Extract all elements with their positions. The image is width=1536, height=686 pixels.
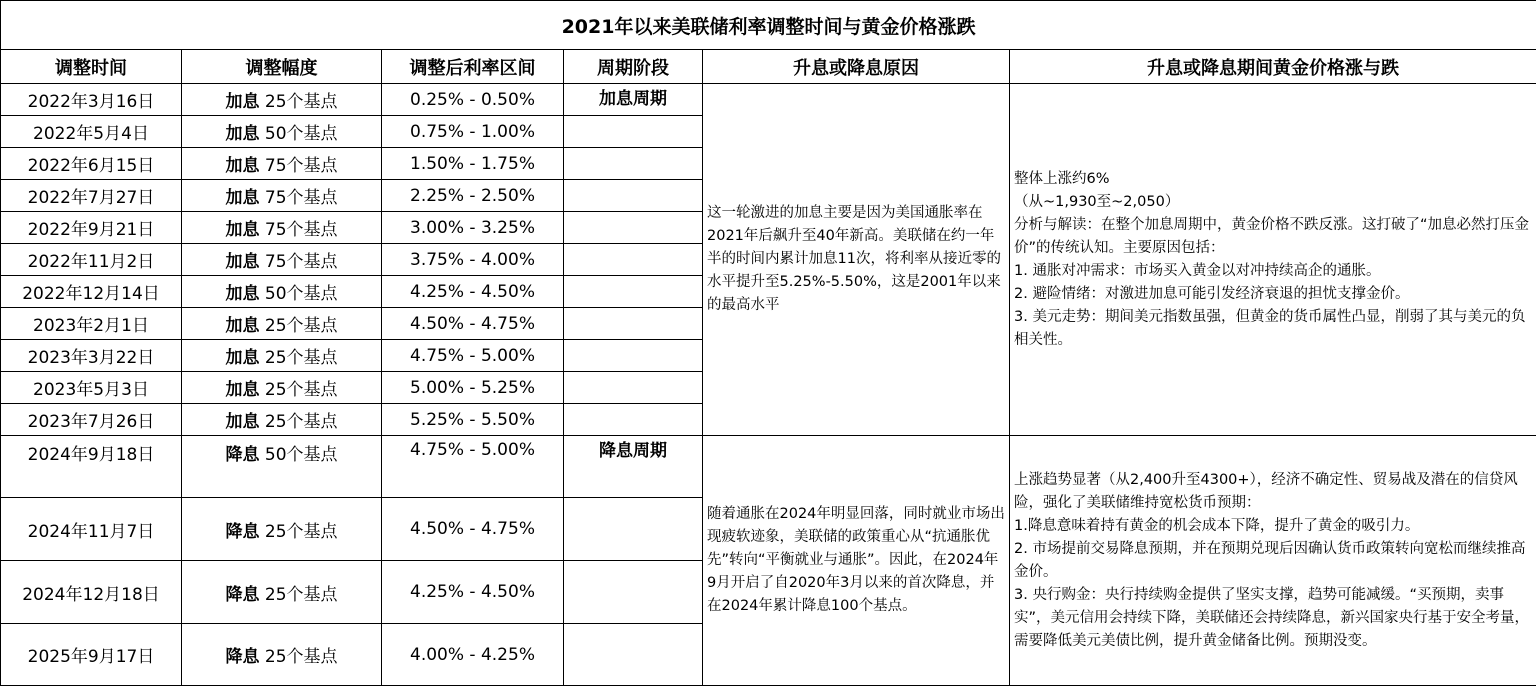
row-amount xyxy=(182,148,382,180)
row-amount xyxy=(182,561,382,624)
row-date: 2022年6月15日 xyxy=(1,148,182,180)
row-amount xyxy=(182,404,382,436)
header-phase: 周期阶段 xyxy=(564,50,703,84)
table-row xyxy=(1,436,1536,498)
row-bps: 25个基点 xyxy=(265,316,338,336)
row-bps: 25个基点 xyxy=(265,412,338,432)
impact-cut-line: 1.降息意味着持有黄金的机会成本下降，提升了黄金的吸引力。 xyxy=(1014,515,1532,538)
phase-empty-cell xyxy=(564,212,703,244)
row-date: 2022年7月27日 xyxy=(1,180,182,212)
impact-hike-line: （从~1,930至~2,050） xyxy=(1014,191,1532,214)
row-amount xyxy=(182,498,382,561)
row-range: 4.50% - 4.75% xyxy=(382,498,564,561)
impact-hike-line: 2. 避险情绪：对激进加息可能引发经济衰退的担忧支撑金价。 xyxy=(1014,283,1532,306)
row-date: 2022年9月21日 xyxy=(1,212,182,244)
reason-hike-text: 这一轮激进的加息主要是因为美国通胀率在2021年后飙升至40年新高。美联储在约一年半的时间内累计加息11次，将利率从接近零的水平提升至5.25%-5.50%，这是2001年以来的最高水平 xyxy=(707,202,1005,317)
row-action: 加息 xyxy=(225,92,259,112)
row-amount xyxy=(182,84,382,116)
header-date: 调整时间 xyxy=(1,50,182,84)
row-range: 4.75% - 5.00% xyxy=(382,340,564,372)
row-bps: 50个基点 xyxy=(265,445,338,465)
row-action: 加息 xyxy=(225,156,259,176)
phase-empty-cell xyxy=(564,148,703,180)
reason-hike xyxy=(703,84,1010,436)
row-range: 4.00% - 4.25% xyxy=(382,624,564,686)
row-action: 加息 xyxy=(225,188,259,208)
impact-hike-line: 3. 美元走势：期间美元指数虽强，但黄金的货币属性凸显，削弱了其与美元的负相关性。 xyxy=(1014,306,1532,352)
row-date: 2023年7月26日 xyxy=(1,404,182,436)
row-bps: 50个基点 xyxy=(265,124,338,144)
row-action: 降息 xyxy=(225,445,259,465)
row-amount xyxy=(182,372,382,404)
row-range: 5.25% - 5.50% xyxy=(382,404,564,436)
row-date: 2023年5月3日 xyxy=(1,372,182,404)
impact-hike-line: 1. 通胀对冲需求：市场买入黄金以对冲持续高企的通胀。 xyxy=(1014,260,1532,283)
phase-hike: 加息周期 xyxy=(564,84,703,116)
impact-cut-line: 上涨趋势显著（从2,400升至4300+），经济不确定性、贸易战及潜在的信贷风险，强化了美联储维持宽松货币预期： xyxy=(1014,469,1532,515)
row-date: 2022年3月16日 xyxy=(1,84,182,116)
row-amount xyxy=(182,340,382,372)
row-date: 2024年9月18日 xyxy=(1,436,182,498)
row-bps: 25个基点 xyxy=(265,92,338,112)
row-date: 2024年11月7日 xyxy=(1,498,182,561)
row-amount xyxy=(182,116,382,148)
row-amount xyxy=(182,436,382,498)
row-action: 加息 xyxy=(225,348,259,368)
row-date: 2024年12月18日 xyxy=(1,561,182,624)
row-date: 2023年3月22日 xyxy=(1,340,182,372)
impact-hike-line: 整体上涨约6% xyxy=(1014,168,1532,191)
row-bps: 75个基点 xyxy=(265,220,338,240)
phase-empty-cell xyxy=(564,116,703,148)
row-bps: 75个基点 xyxy=(265,156,338,176)
row-action: 加息 xyxy=(225,316,259,336)
row-amount xyxy=(182,180,382,212)
row-date: 2025年9月17日 xyxy=(1,624,182,686)
row-amount xyxy=(182,308,382,340)
phase-empty-cell xyxy=(564,244,703,276)
phase-empty-cell xyxy=(564,404,703,436)
impact-hike-line: 分析与解读：在整个加息周期中，黄金价格不跌反涨。这打破了“加息必然打压金价”的传统认知。主要原因包括： xyxy=(1014,214,1532,260)
row-amount xyxy=(182,244,382,276)
table-row xyxy=(1,84,1536,116)
row-action: 加息 xyxy=(225,284,259,304)
row-bps: 25个基点 xyxy=(265,585,338,605)
header-gold-impact: 升息或降息期间黄金价格涨与跌 xyxy=(1010,50,1536,84)
row-date: 2023年2月1日 xyxy=(1,308,182,340)
row-date: 2022年12月14日 xyxy=(1,276,182,308)
header-row xyxy=(1,50,1536,84)
row-bps: 75个基点 xyxy=(265,252,338,272)
header-range: 调整后利率区间 xyxy=(382,50,564,84)
row-range: 4.25% - 4.50% xyxy=(382,561,564,624)
row-range: 4.25% - 4.50% xyxy=(382,276,564,308)
reason-cut xyxy=(703,436,1010,686)
row-action: 加息 xyxy=(225,124,259,144)
table-title: 2021年以来美联储利率调整时间与黄金价格涨跌 xyxy=(1,1,1536,50)
row-bps: 25个基点 xyxy=(265,522,338,542)
row-bps: 25个基点 xyxy=(265,380,338,400)
row-range: 2.25% - 2.50% xyxy=(382,180,564,212)
phase-empty-cell xyxy=(564,340,703,372)
impact-cut-line: 2. 市场提前交易降息预期，并在预期兑现后因确认货币政策转向宽松而继续推高金价。 xyxy=(1014,538,1532,584)
gold-impact-cut xyxy=(1010,436,1536,686)
row-action: 加息 xyxy=(225,252,259,272)
row-amount xyxy=(182,212,382,244)
phase-empty-cell xyxy=(564,561,703,624)
row-range: 4.50% - 4.75% xyxy=(382,308,564,340)
row-bps: 50个基点 xyxy=(265,284,338,304)
row-bps: 75个基点 xyxy=(265,188,338,208)
row-range: 1.50% - 1.75% xyxy=(382,148,564,180)
gold-impact-hike xyxy=(1010,84,1536,436)
row-range: 4.75% - 5.00% xyxy=(382,436,564,498)
row-amount xyxy=(182,276,382,308)
header-amount: 调整幅度 xyxy=(182,50,382,84)
reason-cut-text: 随着通胀在2024年明显回落，同时就业市场出现疲软迹象，美联储的政策重心从“抗通胀优先”转向“平衡就业与通胀”。因此，在2024年9月开启了自2020年3月以来的首次降息，并在2024年累计降息100个基点。 xyxy=(707,503,1005,618)
row-bps: 25个基点 xyxy=(265,348,338,368)
row-action: 降息 xyxy=(225,522,259,542)
row-range: 3.00% - 3.25% xyxy=(382,212,564,244)
row-date: 2022年5月4日 xyxy=(1,116,182,148)
phase-cut: 降息周期 xyxy=(564,436,703,498)
row-bps: 25个基点 xyxy=(265,647,338,667)
row-date: 2022年11月2日 xyxy=(1,244,182,276)
impact-cut-line: 3. 央行购金：央行持续购金提供了坚实支撑，趋势可能减缓。“买预期，卖事实”，美元信用会持续下降，美联储还会持续降息，新兴国家央行基于安全考量，需要降低美元美债比例，提升黄金储备比例。预期没变。 xyxy=(1014,584,1532,653)
phase-empty-cell xyxy=(564,180,703,212)
row-range: 0.75% - 1.00% xyxy=(382,116,564,148)
phase-empty-cell xyxy=(564,372,703,404)
row-action: 降息 xyxy=(225,585,259,605)
phase-empty-cell xyxy=(564,498,703,561)
phase-empty-cell xyxy=(564,276,703,308)
row-range: 0.25% - 0.50% xyxy=(382,84,564,116)
row-action: 加息 xyxy=(225,412,259,432)
row-range: 5.00% - 5.25% xyxy=(382,372,564,404)
phase-empty-cell xyxy=(564,624,703,686)
row-action: 加息 xyxy=(225,380,259,400)
row-action: 降息 xyxy=(225,647,259,667)
header-reason: 升息或降息原因 xyxy=(703,50,1010,84)
row-action: 加息 xyxy=(225,220,259,240)
row-range: 3.75% - 4.00% xyxy=(382,244,564,276)
phase-empty-cell xyxy=(564,308,703,340)
row-amount xyxy=(182,624,382,686)
